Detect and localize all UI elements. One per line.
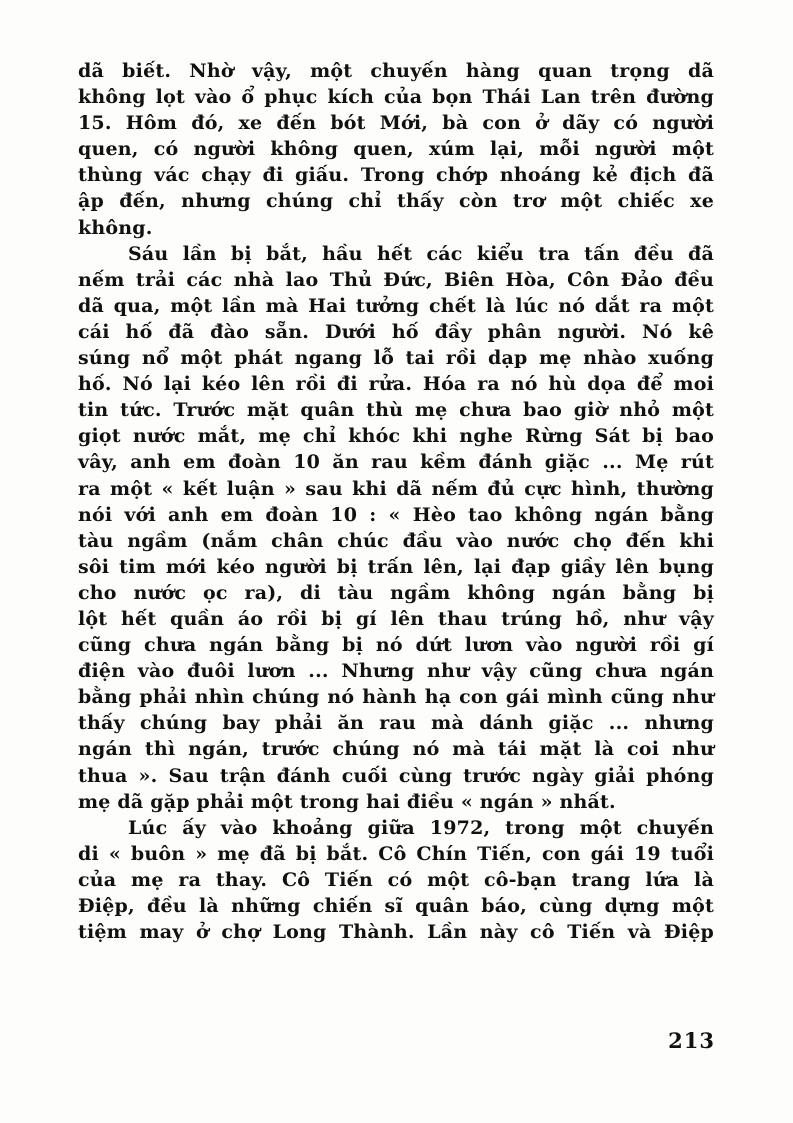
text-line: dã biết. Nhờ vậy, một chuyến hàng quan trọng dã <box>78 60 714 82</box>
text-line: Lúc ấy vào khoảng giữa 1972, trong một chuyến <box>128 816 714 839</box>
text-line: dã qua, một lần mà Hai tưởng chết là lúc nó dắt ra một <box>78 294 714 317</box>
text-line: tiệm may ở chợ Long Thành. Lần này cô Tiến và Điệp <box>78 921 714 944</box>
text-line: thấy chúng bay phải ăn rau mà dánh giặc ... nhưng <box>78 712 714 735</box>
text-line: thùng vác chạy đi giấu. Trong chớp nhoáng kẻ địch đã <box>78 164 714 187</box>
text-line: tin tức. Trước mặt quân thù mẹ chưa bao giờ nhỏ một <box>78 399 714 422</box>
text-line: ra một « kết luận » sau khi dã nếm đủ cực hình, thường <box>78 477 714 500</box>
body-text <box>78 58 714 945</box>
text-line: lột hết quần áo rồi bị gí lên thau trúng hồ, như vậy <box>78 607 714 630</box>
text-line: mẹ dã gặp phải một trong hai điều « ngán » nhất. <box>78 790 616 813</box>
text-line: cho nước ọc ra), di tàu ngầm không ngán bằng bị <box>78 581 714 604</box>
paragraph-3 <box>78 815 714 945</box>
page-number: 213 <box>668 1028 715 1053</box>
text-line: 15. Hôm đó, xe đến bót Mới, bà con ở dãy có người <box>78 112 714 135</box>
text-line: không. <box>78 216 153 239</box>
paragraph-2 <box>78 241 714 815</box>
text-line: cũng chưa ngán bằng bị nó dứt lươn vào người rồi gí <box>78 634 714 657</box>
text-line: Điệp, đều là những chiến sĩ quân báo, cùng dựng một <box>78 895 714 917</box>
text-line: ngán thì ngán, trước chúng nó mà tái mặt là coi như <box>78 738 714 761</box>
text-line: bằng phải nhìn chúng nó hành hạ con gái mình cũng như <box>78 686 714 709</box>
text-line: vây, anh em đoàn 10 ăn rau kềm đánh giặc ... Mẹ rút <box>78 451 714 474</box>
text-line: điện vào đuôi lươn ... Nhưng như vậy cũng chưa ngán <box>78 660 714 683</box>
text-line: nói với anh em đoàn 10 : « Hèo tao không ngán bằng <box>78 503 714 526</box>
text-line: súng nổ một phát ngang lỗ tai rồi dạp mẹ nhào xuống <box>78 347 714 370</box>
text-line: tàu ngầm (nắm chân chúc đầu vào nước chọ đến khi <box>78 529 714 552</box>
text-line: Sáu lần bị bắt, hầu hết các kiểu tra tấn đều đã <box>128 242 714 265</box>
text-line: cái hố đã đào sẵn. Dưới hố đầy phân người. Nó kê <box>78 320 714 343</box>
text-line: giọt nước mắt, mẹ chỉ khóc khi nghe Rừng Sát bị bao <box>78 425 714 448</box>
text-line: nếm trải các nhà lao Thủ Đức, Biên Hòa, Côn Đảo đều <box>78 268 714 291</box>
text-line: quen, có người không quen, xúm lại, mỗi người một <box>78 138 714 161</box>
text-line: ập đến, nhưng chúng chỉ thấy còn trơ một chiếc xe <box>78 190 714 213</box>
text-line: thua ». Sau trận đánh cuối cùng trước ngày giải phóng <box>78 764 714 787</box>
text-line: sôi tim mới kéo người bị trấn lên, lại đạp giầy lên bụng <box>78 555 714 578</box>
text-line: di « buôn » mẹ đã bị bắt. Cô Chín Tiến, con gái 19 tuổi <box>78 842 714 865</box>
text-line: hố. Nó lại kéo lên rồi đi rửa. Hóa ra nó hù dọa để moi <box>78 373 714 396</box>
text-line: của mẹ ra thay. Cô Tiến có một cô-bạn trang lứa là <box>78 868 714 891</box>
text-line: không lọt vào ổ phục kích của bọn Thái Lan trên đường <box>78 86 714 109</box>
paragraph-1 <box>78 58 714 241</box>
